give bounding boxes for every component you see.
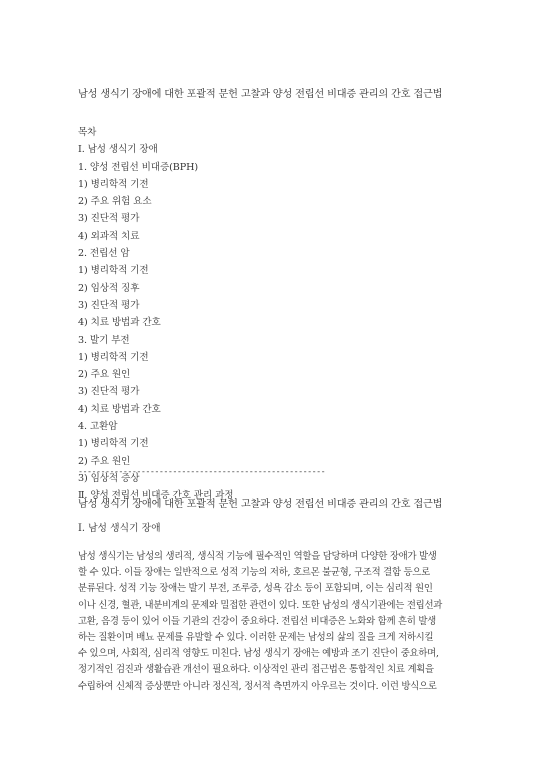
- toc-item: 3. 발기 부전: [78, 334, 130, 346]
- toc-item: 2. 전립선 암: [78, 248, 130, 260]
- toc-item: 4) 치료 방법과 간호: [78, 317, 161, 329]
- toc-item: 1. 양성 전립선 비대증(BPH): [78, 161, 198, 173]
- document-title: 남성 생식기 장애에 대한 포괄적 문헌 고찰과 양성 전립선 비대증 관리의 간호 접근법: [78, 89, 443, 100]
- section-heading: Ⅰ. 남성 생식기 장애: [78, 523, 161, 534]
- toc-item: 2) 주요 원인: [78, 455, 131, 467]
- paragraph-line: 분류된다. 성적 기능 장애는 발기 부전, 조루증, 성욕 감소 등이 포함되며, 이는 심리적 원인: [78, 583, 433, 595]
- body-paragraph: [78, 549, 468, 695]
- toc-item: 2) 주요 원인: [78, 369, 131, 381]
- paragraph-line: 남성 생식기는 남성의 생리적, 생식적 기능에 필수적인 역할을 담당하며 다양한 장애가 발생: [78, 551, 437, 562]
- toc-item: Ⅱ. 양성 전립선 비대증 간호 관리 과정: [78, 490, 234, 502]
- toc-item: 3) 진단적 평가: [78, 213, 140, 225]
- toc-item: 4) 치료 방법과 간호: [78, 403, 161, 415]
- body-title: 남성 생식기 장애에 대한 포괄적 문헌 고찰과 양성 전립선 비대증 관리의 간호 접근법: [78, 499, 443, 510]
- toc-item: 1) 병리학적 기전: [78, 178, 149, 190]
- toc-item: 1) 병리학적 기전: [78, 265, 149, 277]
- toc-item: 2) 임상적 징후: [78, 282, 140, 294]
- toc-item: Ⅰ. 남성 생식기 장애: [78, 144, 158, 156]
- toc-heading: 목차: [78, 127, 97, 138]
- toc-item: 2) 주요 위험 요소: [78, 196, 152, 208]
- paragraph-line: 수립하여 신체적 증상뿐만 아니라 정신적, 정서적 측면까지 아우르는 것이다. 이런 방식으로: [78, 680, 437, 692]
- toc-item: 3) 진단적 평가: [78, 299, 140, 311]
- section-divider: -------------------------------------------------------: [78, 466, 326, 476]
- toc-item: 3) 진단적 평가: [78, 386, 140, 398]
- toc-item: 1) 병리학적 기전: [78, 438, 149, 450]
- paragraph-line: 수 있으며, 사회적, 심리적 영향도 미친다. 남성 생식기 장애는 예방과 조기 진단이 중요하며,: [78, 648, 439, 660]
- toc-item: 4) 외과적 치료: [78, 230, 140, 242]
- table-of-contents: [78, 124, 233, 505]
- paragraph-line: 고환, 음경 등이 있어 이들 기관의 건강이 중요하다. 전립선 비대증은 노화와 함께 흔히 발생: [78, 615, 436, 627]
- toc-item: 1) 병리학적 기전: [78, 351, 149, 363]
- toc-item: 4. 고환암: [78, 421, 118, 433]
- paragraph-line: 하는 질환이며 배뇨 문제를 유발할 수 있다. 이러한 문제는 남성의 삶의 질을 크게 저하시킬: [78, 631, 434, 643]
- paragraph-line: 할 수 있다. 이들 장애는 일반적으로 성적 기능의 저하, 호르몬 불균형, 구조적 결함 등으로: [78, 567, 430, 579]
- paragraph-line: 이나 신경, 혈관, 내분비계의 문제와 밀접한 관련이 있다. 또한 남성의 생식기관에는 전립선과: [78, 599, 443, 611]
- toc-item: 3) 임상적 증상: [78, 472, 140, 484]
- paragraph-line: 정기적인 검진과 생활습관 개선이 필요하다. 이상적인 관리 접근법은 통합적인 치료 계획을: [78, 664, 434, 676]
